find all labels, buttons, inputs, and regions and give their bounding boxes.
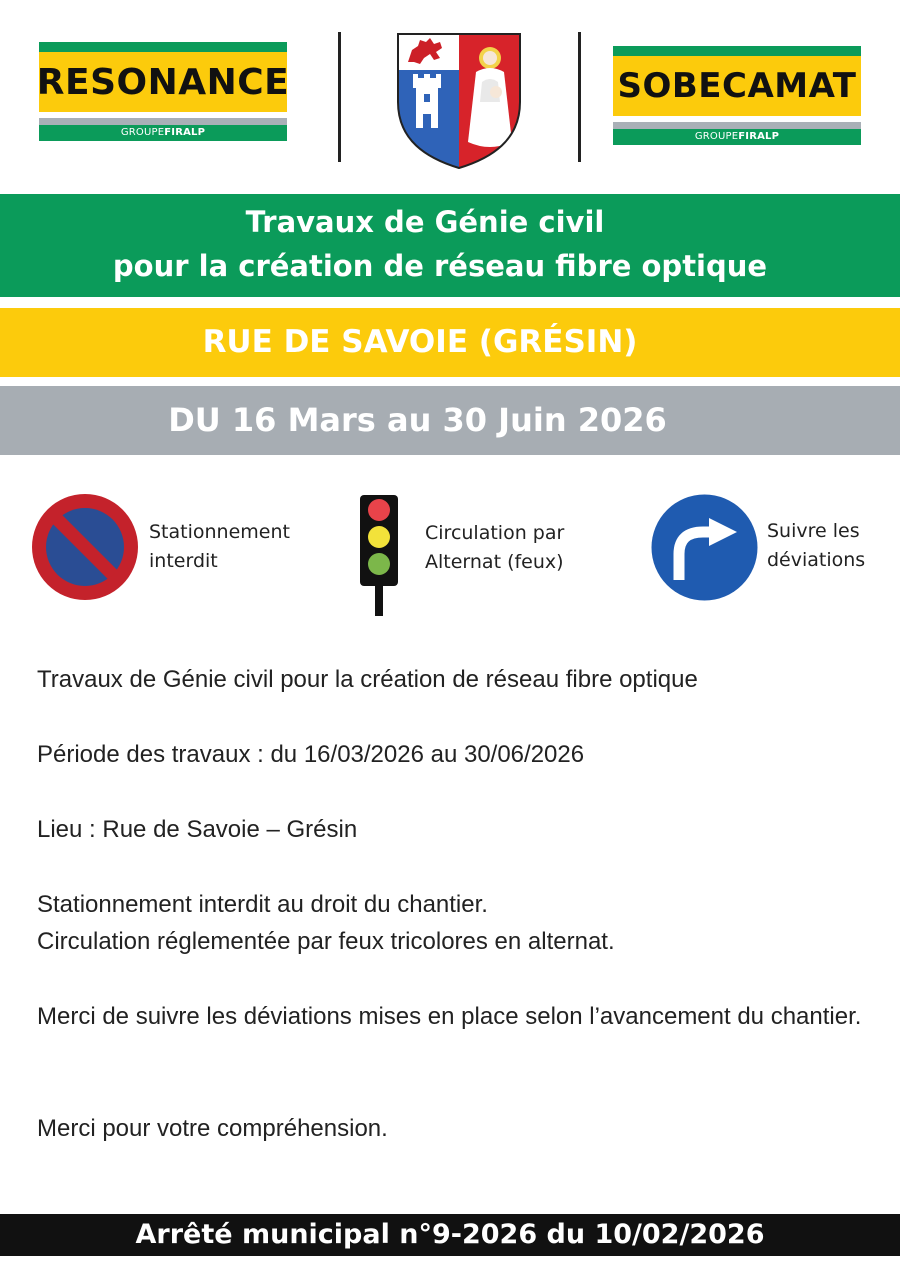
location-band	[0, 308, 900, 377]
dates-text: DU 16 Mars au 30 Juin 2026	[168, 401, 667, 439]
no-parking-icon	[31, 493, 139, 601]
logo-sobecamat	[613, 46, 861, 145]
sign-detour-label: Suivre les déviations	[767, 520, 866, 571]
logo-resonance	[36, 42, 290, 141]
logo-resonance-name: RESONANCE	[39, 52, 287, 112]
logo-green-bar	[613, 46, 861, 56]
logo-green-bar	[39, 42, 287, 52]
body-paragraph-detour: Merci de suivre les déviations mises en place selon l’avancement du chantier.	[37, 1003, 862, 1030]
divider-right	[578, 32, 581, 162]
body-paragraph-thanks: Merci pour votre compréhension.	[37, 1115, 388, 1142]
sign-traffic-light-label: Circulation par Alternat (feux)	[425, 522, 565, 573]
body-paragraph-location: Lieu : Rue de Savoie – Grésin	[37, 816, 358, 843]
body-paragraph-period: Période des travaux : du 16/03/2026 au 30/06/2026	[37, 741, 585, 768]
body-paragraph-1: Travaux de Génie civil pour la création de réseau fibre optique	[37, 666, 698, 693]
logo-grey-bar	[39, 118, 287, 125]
turn-right-icon	[651, 494, 758, 601]
traffic-light-icon	[359, 494, 399, 616]
location-text: RUE DE SAVOIE (GRÉSIN)	[202, 324, 638, 360]
title-line-1: Travaux de Génie civil	[245, 205, 605, 239]
logo-group-label: GROUPEFIRALP	[613, 129, 861, 145]
dates-band	[0, 386, 900, 455]
body-paragraph-rules: Stationnement interdit au droit du chantier. Circulation réglementée par feux tricolores en alternat.	[37, 891, 615, 955]
logo-group-label: GROUPEFIRALP	[39, 125, 287, 141]
title-line-2: pour la création de réseau fibre optique	[112, 249, 768, 283]
footer-decree-text: Arrêté municipal n°9-2026 du 10/02/2026	[135, 1219, 765, 1250]
divider-left	[338, 32, 341, 162]
sign-no-parking-label: Stationnement interdit	[149, 521, 290, 572]
footer-decree	[0, 1214, 900, 1256]
title-band	[0, 194, 900, 297]
logo-grey-bar	[613, 122, 861, 129]
coat-of-arms-icon	[396, 32, 522, 170]
logo-sobecamat-name: SOBECAMAT	[613, 56, 861, 116]
